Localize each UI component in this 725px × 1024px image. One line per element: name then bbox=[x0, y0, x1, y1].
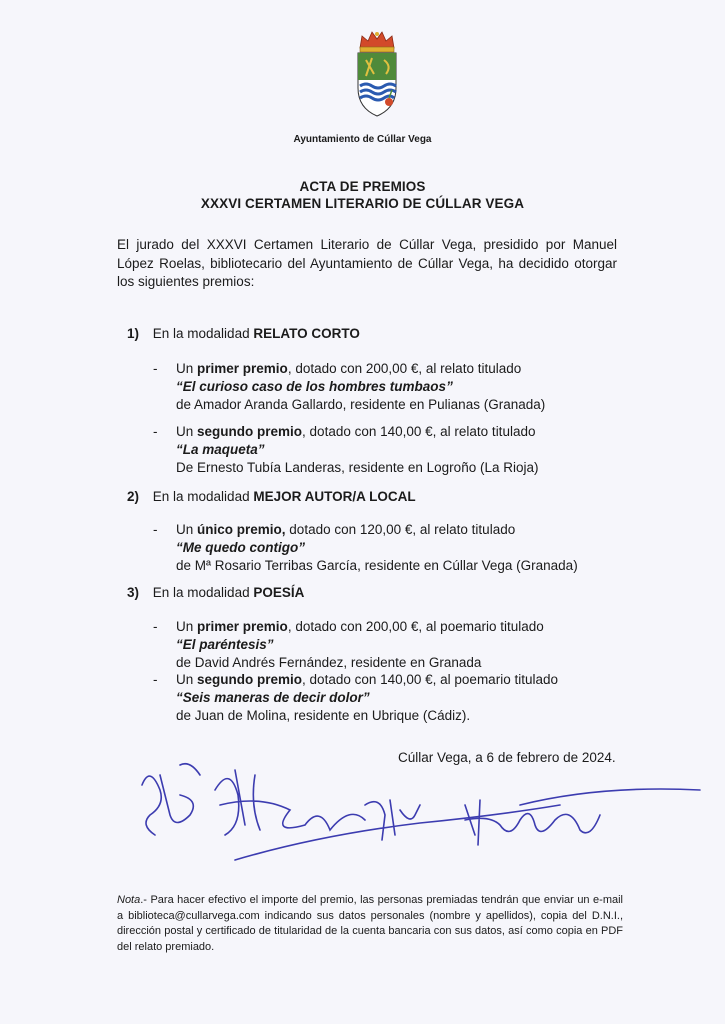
signature-2 bbox=[215, 770, 560, 860]
footnote bbox=[117, 893, 623, 955]
prize-name: segundo premio bbox=[197, 672, 303, 687]
section-number: 3) bbox=[127, 585, 140, 600]
work-title: “El paréntesis” bbox=[176, 637, 274, 652]
prize-details: , dotado con 140,00 €, al poemario titulado bbox=[302, 672, 558, 687]
section-number: 2) bbox=[127, 489, 140, 504]
prize-details: , dotado con 200,00 €, al relato titulado bbox=[287, 361, 522, 376]
section-number: 1) bbox=[127, 326, 140, 341]
section-poesia bbox=[127, 585, 304, 600]
prize-details: , dotado con 140,00 €, al relato titulado bbox=[302, 424, 536, 439]
work-author: De Ernesto Tubía Landeras, residente en Logroño (La Rioja) bbox=[176, 460, 539, 475]
work-title: “La maqueta” bbox=[176, 442, 265, 457]
section-prefix: En la modalidad bbox=[152, 585, 250, 600]
work-author: de David Andrés Fernández, residente en Granada bbox=[176, 655, 482, 670]
work-author: de Mª Rosario Terribas García, residente en Cúllar Vega (Granada) bbox=[176, 558, 578, 573]
signature-4 bbox=[465, 789, 700, 845]
signature-3 bbox=[365, 800, 420, 840]
prize-name: segundo premio bbox=[197, 424, 303, 439]
list-dash: - bbox=[153, 672, 158, 687]
date-line: Cúllar Vega, a 6 de febrero de 2024. bbox=[398, 750, 616, 765]
section-relato-corto bbox=[127, 326, 360, 341]
section-category: MEJOR AUTOR/A LOCAL bbox=[253, 489, 416, 504]
list-dash: - bbox=[153, 522, 158, 537]
intro-paragraph: El jurado del XXXVI Certamen Literario de Cúllar Vega, presidido por Manuel López Roelas, bibliotecario del Ayuntamiento de Cúllar Vega, ha decidido otorgar los siguientes premios: bbox=[117, 237, 617, 289]
list-dash: - bbox=[153, 361, 158, 376]
note-label: Nota bbox=[117, 894, 141, 906]
prize-lead: Un bbox=[176, 361, 194, 376]
section-category: POESÍA bbox=[253, 585, 305, 600]
list-dash: - bbox=[153, 424, 158, 439]
section-category: RELATO CORTO bbox=[253, 326, 360, 341]
document-subtitle: XXXVI CERTAMEN LITERARIO DE CÚLLAR VEGA bbox=[200, 196, 525, 211]
prize-lead: Un bbox=[176, 672, 194, 687]
document-title: ACTA DE PREMIOS bbox=[299, 179, 426, 194]
work-title: “Seis maneras de decir dolor” bbox=[176, 690, 370, 705]
municipality-name: Ayuntamiento de Cúllar Vega bbox=[293, 134, 432, 145]
work-title: “El curioso caso de los hombres tumbaos” bbox=[176, 379, 453, 394]
note-text: .- Para hacer efectivo el importe del premio, las personas premiadas tendrán que enviar un e-mail a biblioteca@cullarvega.com indicando sus datos personales (nombre y apellidos), copia del D.N.I., dirección postal y certificado de titularidad de la cuenta bancaria con sus datos, así como copia en PDF del relato premiado. bbox=[117, 894, 623, 953]
prize-name: primer premio bbox=[197, 361, 288, 376]
section-prefix: En la modalidad bbox=[152, 489, 250, 504]
prize-name: único premio, bbox=[197, 522, 286, 537]
coat-of-arms-icon bbox=[352, 30, 402, 125]
prize-details: dotado con 120,00 €, al relato titulado bbox=[285, 522, 516, 537]
prize-details: , dotado con 200,00 €, al poemario titulado bbox=[287, 619, 544, 634]
work-author: de Juan de Molina, residente en Ubrique (Cádiz). bbox=[176, 708, 471, 723]
section-mejor-autor-local bbox=[127, 489, 416, 504]
signature-1 bbox=[142, 764, 200, 835]
prize-lead: Un bbox=[176, 424, 194, 439]
work-title: “Me quedo contigo” bbox=[176, 540, 305, 555]
prize-name: primer premio bbox=[197, 619, 288, 634]
prize-lead: Un bbox=[176, 619, 194, 634]
section-prefix: En la modalidad bbox=[152, 326, 250, 341]
work-author: de Amador Aranda Gallardo, residente en Pulianas (Granada) bbox=[176, 397, 546, 412]
prize-lead: Un bbox=[176, 522, 194, 537]
list-dash: - bbox=[153, 619, 158, 634]
